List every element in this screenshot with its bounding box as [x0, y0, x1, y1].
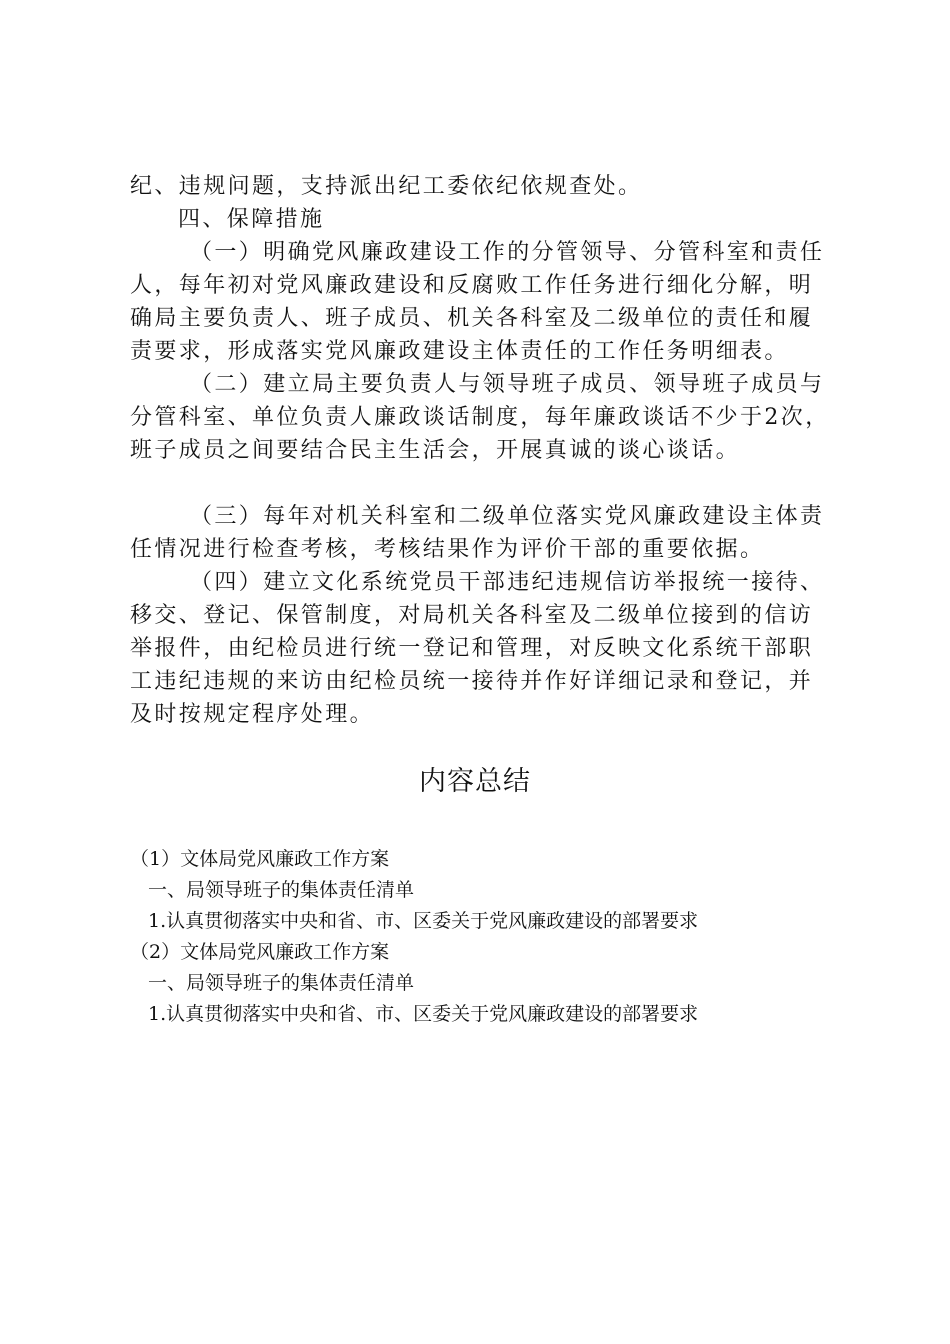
summary-list	[130, 844, 850, 1030]
summary-item: 1.认真贯彻落实中央和省、市、区委关于党风廉政建设的部署要求	[148, 1003, 699, 1025]
paragraph-measure-3: （三）每年对机关科室和二级单位落实党风廉政建设主体责任情况进行检查考核，考核结果作为评价干部的重要依据。	[130, 504, 825, 562]
summary-item: 一、局领导班子的集体责任清单	[148, 879, 415, 901]
paragraph-measure-1: （一）明确党风廉政建设工作的分管领导、分管科室和责任人，每年初对党风廉政建设和反腐败工作任务进行细化分解，明确局主要负责人、班子成员、机关各科室及二级单位的责任和履责要求，形成落实党风廉政建设主体责任的工作任务明细表。	[130, 240, 825, 364]
paragraph-measure-2: （二）建立局主要负责人与领导班子成员、领导班子成员与分管科室、单位负责人廉政谈话制度，每年廉政谈话不少于2次，班子成员之间要结合民主生活会，开展真诚的谈心谈话。	[130, 372, 830, 463]
document-body	[130, 170, 830, 731]
summary-item: （2）文体局党风廉政工作方案	[130, 941, 390, 963]
summary-title: 内容总结	[419, 766, 531, 797]
paragraph-measure-4: （四）建立文化系统党员干部违纪违规信访举报统一接待、移交、登记、保管制度，对局机关各科室及二级单位接到的信访举报件，由纪检员进行统一登记和管理，对反映文化系统干部职工违纪违规的来访由纪检员统一接待并作好详细记录和登记，并及时按规定程序处理。	[130, 570, 825, 727]
summary-item: 1.认真贯彻落实中央和省、市、区委关于党风廉政建设的部署要求	[148, 910, 699, 932]
paragraph-continuation: 纪、违规问题，支持派出纪工委依纪依规查处。	[130, 174, 643, 199]
paragraph-gap	[130, 467, 830, 500]
summary-item: （1）文体局党风廉政工作方案	[130, 848, 390, 870]
section-heading-safeguards: 四、保障措施	[178, 207, 325, 232]
summary-item: 一、局领导班子的集体责任清单	[148, 972, 415, 994]
